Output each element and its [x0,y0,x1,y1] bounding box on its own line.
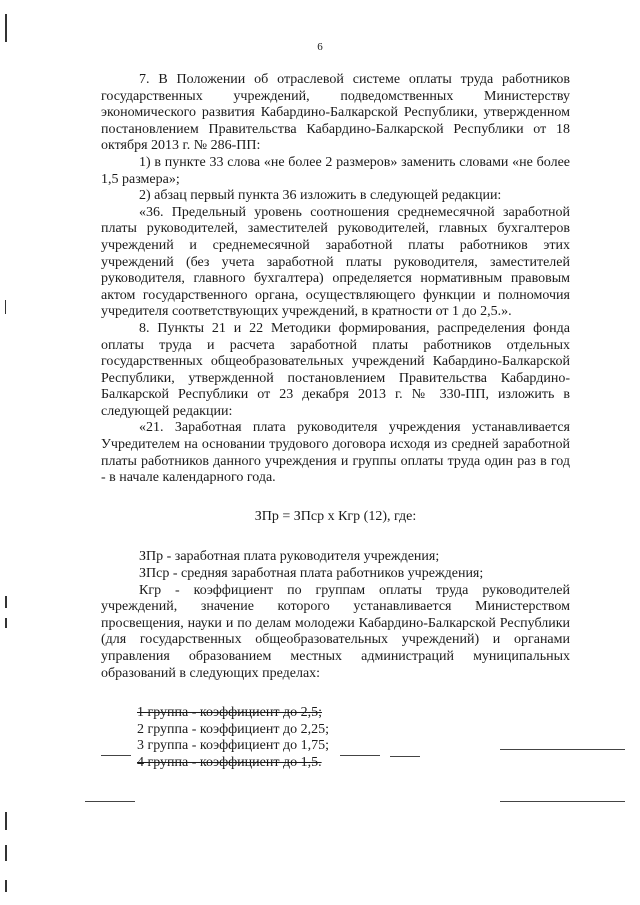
scan-edge-mark [5,300,6,314]
scan-edge-mark [5,880,7,892]
group-4-item [101,755,570,772]
scan-edge-mark [5,812,7,830]
scan-edge-mark [5,845,7,861]
group-4-text: 4 группа - коэффициент до 1,5. [137,754,322,770]
definition-zpsr: ЗПср - средняя заработная плата работников учреждения; [139,566,484,582]
scan-dash [85,801,135,802]
group-2-item [101,722,570,739]
group-3-text: 3 группа - коэффициент до 1,75; [137,738,329,754]
quoted-item-21: «21. Заработная плата руководителя учреждения устанавливается Учредителем на основании трудового договора исходя из средней заработной платы работников данного учреждения и группы оплаты труда один раз в год - в начале календарного года. [101,420,570,486]
paragraph-7-item-2: 2) абзац первый пункта 36 изложить в следующей редакции: [139,188,502,204]
group-coefficient-list [101,705,570,771]
scan-dash [390,756,420,757]
scan-dash [500,801,625,802]
page-number: 6 [317,41,323,53]
group-1-item [101,705,570,722]
scan-dash [500,749,625,750]
group-1-text: 1 группа - коэффициент до 2,5; [137,705,322,721]
paragraph-8: 8. Пункты 21 и 22 Методики формирования, распределения фонда оплаты труда и расчета заработной платы работников отдельных государственных общеобразовательных учреждений Кабардино-Балкарской Республики, утвержденной постановлением Правительства Кабардино-Балкарской Республики от 23 декабря 2013 г. № 330-ПП, изложить в следующей редакции: [101,320,570,419]
paragraph-7: 7. В Положении об отраслевой системе оплаты труда работников государственных учреждений, подведомственных Министерству экономического развития Кабардино-Балкарской Республики, утвержденном постановлением Правительства Кабардино-Балкарской Республики от 18 октября 2013 г. № 286-ПП: [101,72,570,154]
scan-dash [340,755,380,756]
scan-edge-mark [5,596,7,608]
group-3-item [101,738,570,755]
document-body [101,72,570,772]
definition-kgr: Кгр - коэффициент по группам оплаты труда руководителей учреждений, значение которого устанавливается Министерством просвещения, науки и по делам молодежи Кабардино-Балкарской Республики (для государственных общеобразовательных учреждений) и органами управления образованием местных администраций муниципальных образований в следующих пределах: [101,582,570,681]
quoted-item-36: «36. Предельный уровень соотношения среднемесячной заработной платы руководителей, заместителей руководителей, главных бухгалтеров учреждений и среднемесячной заработной платы работников этих учреждений (без учета заработной платы руководителя, заместителей руководителя, главного бухгалтера) определяется нормативным правовым актом государственного органа, осуществляющего функции и полномочия учредителя соответствующих учреждений, в кратности от 1 до 2,5.». [101,204,570,320]
paragraph-7-item-1: 1) в пункте 33 слова «не более 2 размеров» заменить словами «не более 1,5 размера»; [101,154,570,187]
scan-dash [101,755,131,756]
formula: ЗПр = ЗПср х Кгр (12), где: [254,508,417,524]
scan-edge-mark [5,618,7,628]
definition-zpr: ЗПр - заработная плата руководителя учреждения; [139,549,440,565]
scan-edge-mark [5,14,7,42]
group-2-text: 2 группа - коэффициент до 2,25; [137,721,329,737]
